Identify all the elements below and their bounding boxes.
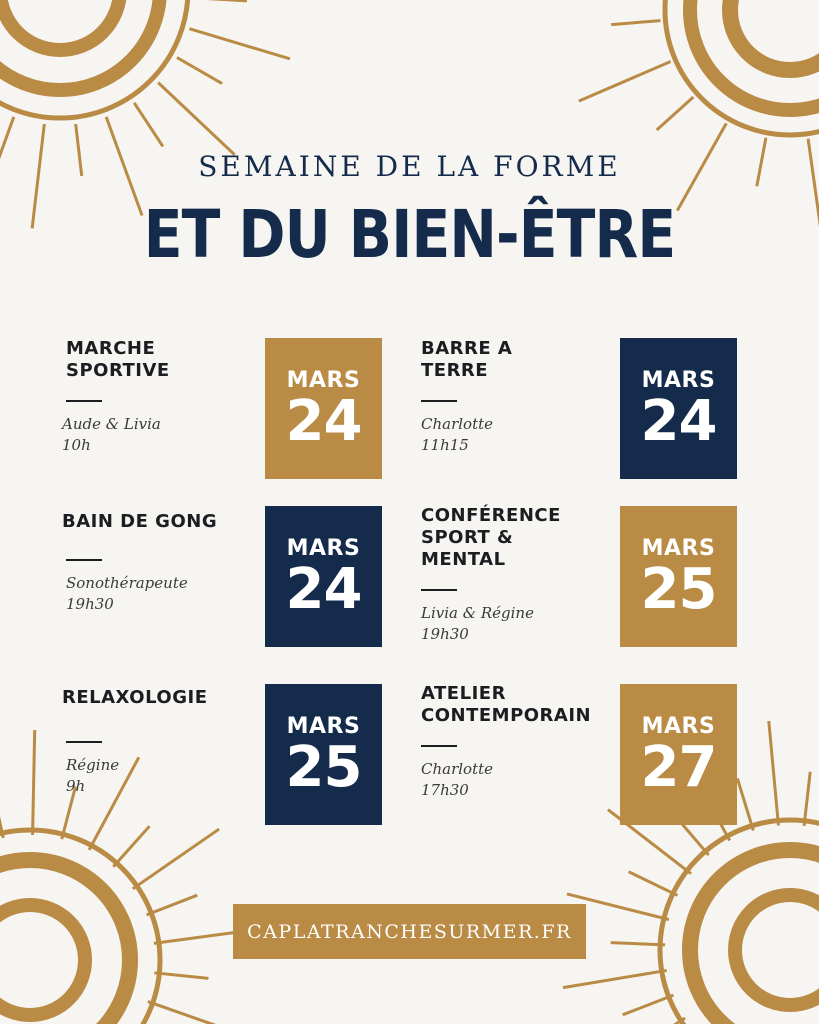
event-title: ATELIER CONTEMPORAIN [421, 683, 592, 726]
event-title: RELAXOLOGIE [62, 687, 208, 708]
website-link[interactable]: CAPLATRANCHESURMER.FR [233, 904, 586, 959]
event-time: 19h30 [421, 625, 469, 643]
event-time: 11h15 [421, 436, 469, 454]
date-badge [620, 506, 737, 647]
event-conference-sport-mental [421, 505, 611, 645]
date-month: MARS [286, 713, 361, 739]
event-marche-sportive [62, 338, 252, 456]
date-day: 24 [285, 556, 362, 622]
event-time: 19h30 [66, 595, 114, 613]
divider [421, 589, 457, 591]
event-host: Charlotte [421, 760, 494, 778]
date-badge [620, 338, 737, 479]
divider [66, 400, 102, 402]
event-host: Livia & Régine [421, 604, 534, 622]
date-day: 27 [640, 734, 717, 800]
event-barre-a-terre [421, 338, 611, 456]
date-badge [265, 684, 382, 825]
event-title: MARCHE SPORTIVE [66, 338, 170, 381]
event-host: Charlotte [421, 415, 494, 433]
event-time: 9h [66, 777, 86, 795]
divider [66, 559, 102, 561]
page-title: ET DU BIEN-ÊTRE [143, 196, 676, 273]
date-month: MARS [641, 713, 716, 739]
event-host: Régine [66, 756, 120, 774]
event-title: CONFÉRENCE SPORT & MENTAL [421, 505, 561, 570]
date-day: 24 [640, 388, 717, 454]
date-badge [265, 338, 382, 479]
event-host: Aude & Livia [62, 415, 161, 433]
date-day: 24 [285, 388, 362, 454]
page-subtitle: SEMAINE DE LA FORME [198, 150, 621, 183]
divider [66, 741, 102, 743]
date-day: 25 [285, 734, 362, 800]
date-month: MARS [286, 535, 361, 561]
date-badge [265, 506, 382, 647]
date-day: 25 [640, 556, 717, 622]
divider [421, 400, 457, 402]
divider [421, 745, 457, 747]
event-time: 10h [62, 436, 91, 454]
sunburst-ornament-bottom-left [0, 760, 260, 1024]
event-relaxologie [62, 687, 262, 797]
date-month: MARS [641, 367, 716, 393]
date-month: MARS [641, 535, 716, 561]
event-time: 17h30 [421, 781, 469, 799]
date-badge [620, 684, 737, 825]
event-host: Sonothérapeute [66, 574, 188, 592]
event-bain-de-gong [62, 511, 262, 615]
event-title: BAIN DE GONG [62, 511, 218, 532]
event-atelier-contemporain [421, 683, 616, 801]
event-title: BARRE A TERRE [421, 338, 513, 381]
date-month: MARS [286, 367, 361, 393]
